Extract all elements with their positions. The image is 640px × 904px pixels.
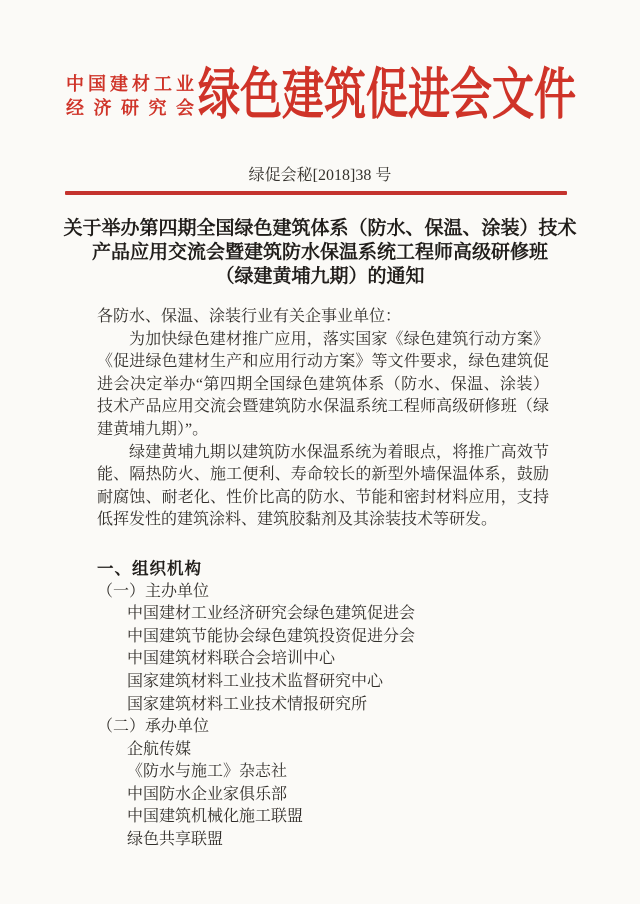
notice-title-line2: 产品应用交流会暨建筑防水保温系统工程师高级研修班 (91, 242, 548, 263)
notice-title-line3: （绿建黄埔九期）的通知 (215, 266, 425, 287)
host-org-item: 中国建筑材料联合会培训中心 (127, 650, 336, 668)
subsection-label-hosts: （一）主办单位 (97, 582, 210, 600)
host-org-item: 中国建材工业经济研究会绿色建筑促进会 (127, 605, 416, 623)
organizer-org-item: 《防水与施工》杂志社 (127, 763, 288, 781)
letterhead-banner-title: 绿色建筑促进会文件 (198, 65, 577, 127)
org-name-line1: 中国建材工业 (66, 74, 194, 94)
body-paragraph-1: 为加快绿色建材推广应用，落实国家《绿色建筑行动方案》《促进绿色建材生产和应用行动方案》等文件要求，绿色建筑促进会决定举办“第四期全国绿色建筑体系（防水、保温、涂装）技术产品应用交流会暨建筑防水保温系统工程师高级研修班（绿建黄埔九期）”。 (97, 330, 549, 438)
organizer-org-item: 中国防水企业家俱乐部 (127, 785, 288, 803)
organizer-org-item: 绿色共享联盟 (127, 831, 224, 849)
issuing-org-name (66, 72, 194, 120)
subsection-label-organizers: （二）承办单位 (97, 718, 210, 736)
organizer-org-item: 企航传媒 (127, 740, 192, 758)
section-heading-organization: 一、组织机构 (97, 559, 202, 578)
salutation-line: 各防水、保温、涂装行业有关企事业单位： (97, 308, 402, 325)
body-paragraph-2: 绿建黄埔九期以建筑防水保温系统为着眼点，将推广高效节能、隔热防火、施工便利、寿命较长的新型外墙保温体系，鼓励耐腐蚀、耐老化、性价比高的防水、节能和密封材料应用，支持低挥发性的建筑涂料、建筑胶黏剂及其涂装技术等研发。 (97, 443, 549, 529)
host-org-item: 国家建筑材料工业技术监督研究中心 (127, 672, 384, 690)
organizer-org-item: 中国建筑机械化施工联盟 (127, 808, 304, 826)
host-org-item: 中国建筑节能协会绿色建筑投资促进分会 (127, 627, 416, 645)
org-name-line2: 经济研究会 (66, 98, 194, 118)
document-number: 绿促会秘[2018]38 号 (248, 167, 392, 184)
notice-title-line1: 关于举办第四期全国绿色建筑体系（防水、保温、涂装）技术 (63, 218, 577, 239)
notice-title (48, 217, 592, 289)
letterhead (0, 65, 640, 127)
host-org-item: 国家建筑材料工业技术情报研究所 (127, 695, 368, 713)
notice-body (97, 306, 549, 852)
red-separator-rule (65, 191, 567, 195)
